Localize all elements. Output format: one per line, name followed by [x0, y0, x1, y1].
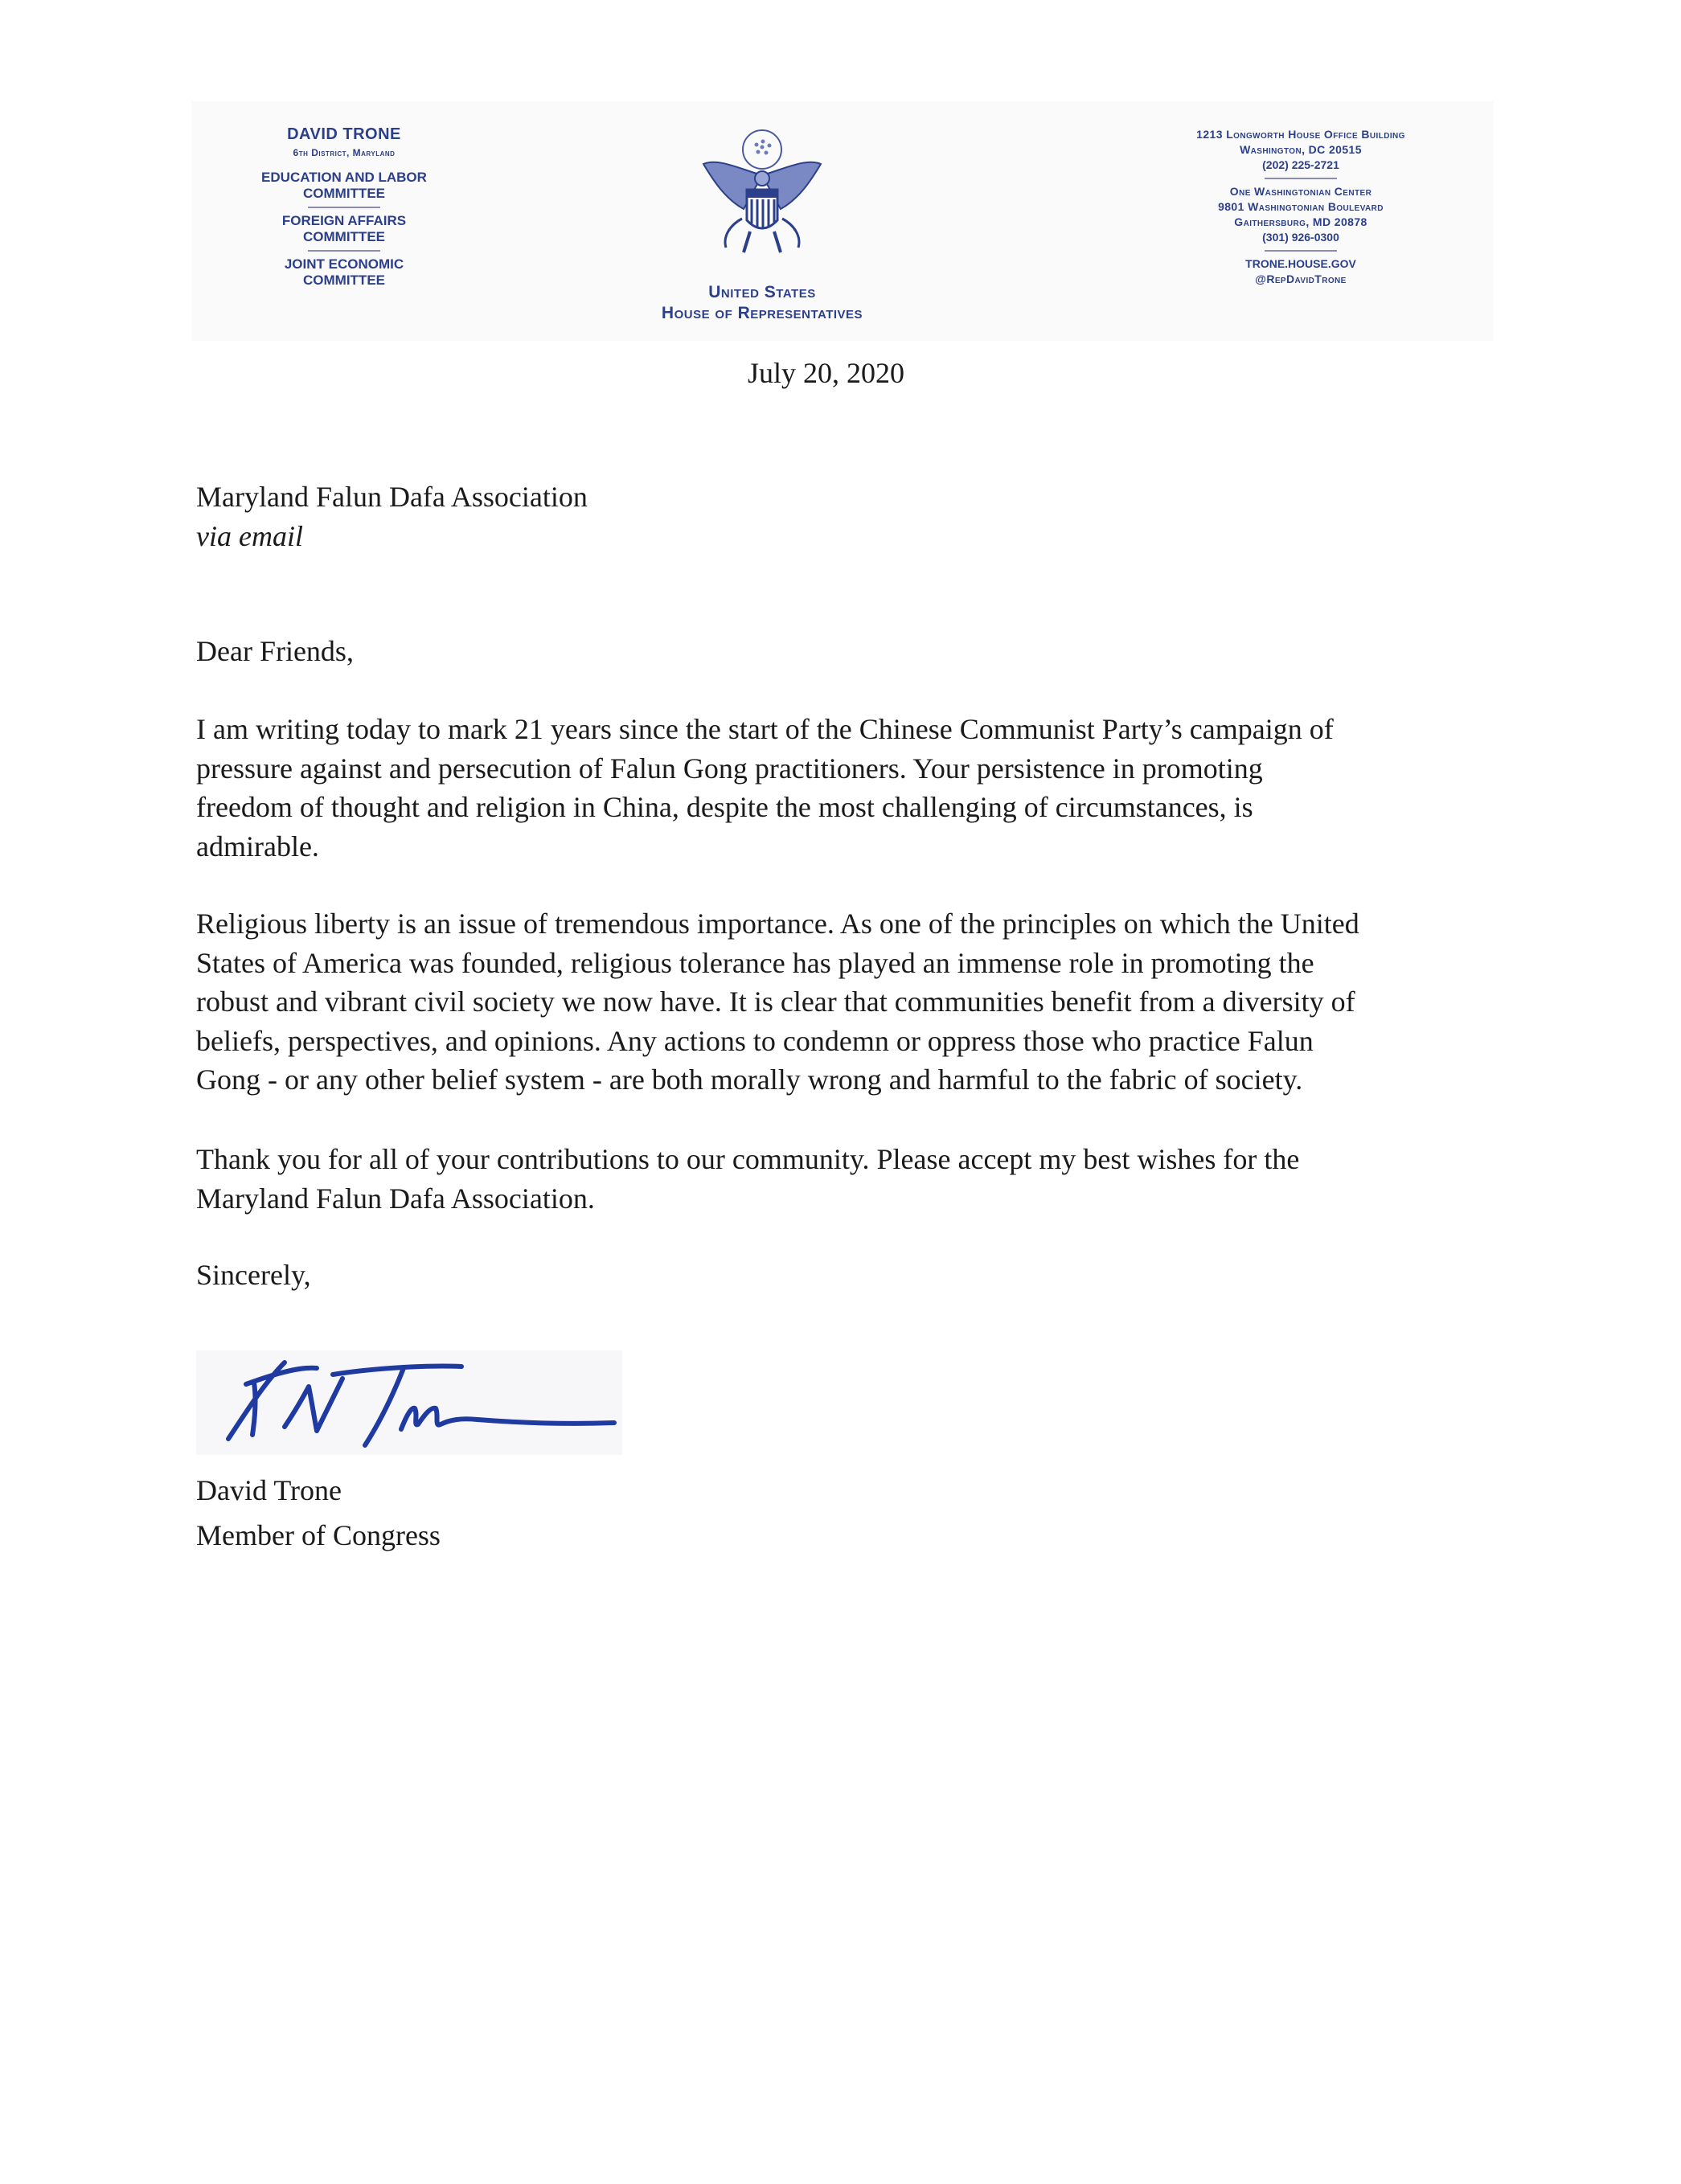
divider [308, 250, 380, 252]
paragraph-line: Maryland Falun Dafa Association. [196, 1182, 595, 1215]
dc-office-address: 1213 Longworth House Office Building [1196, 128, 1405, 141]
paragraph-line: robust and vibrant civil society we now have. It is clear that communities benefit from a diversity of [196, 985, 1355, 1018]
committee-line: JOINT ECONOMIC [284, 256, 404, 272]
letterhead [191, 101, 1494, 341]
house-label: House of Representatives [661, 304, 863, 322]
member-district: 6th District, Maryland [293, 147, 396, 158]
house-seal-block [609, 125, 915, 323]
district-office-address: 9801 Washingtonian Boulevard [1218, 200, 1384, 213]
committee-line: COMMITTEE [303, 272, 385, 288]
body-paragraph-1 [196, 710, 1499, 866]
committee-line: EDUCATION AND LABOR [261, 170, 427, 185]
website: TRONE.HOUSE.GOV [1245, 257, 1356, 270]
district-office-city: Gaithersburg, MD 20878 [1234, 215, 1367, 228]
district-office-name: One Washingtonian Center [1229, 185, 1372, 198]
paragraph-line: Gong - or any other belief system - are both morally wrong and harmful to the fabric of society. [196, 1063, 1303, 1096]
signature-image [196, 1350, 622, 1455]
committee-foreign-affairs [199, 213, 489, 245]
great-seal-eagle-icon [694, 125, 830, 278]
paragraph-line: Thank you for all of your contributions to our community. Please accept my best wishes for the [196, 1143, 1300, 1175]
dc-office-phone: (202) 225-2721 [1262, 158, 1339, 171]
paragraph-line: I am writing today to mark 21 years since the start of the Chinese Communist Party’s campaign of [196, 713, 1334, 745]
handwritten-signature-icon [196, 1350, 622, 1455]
committee-line: COMMITTEE [303, 186, 385, 201]
letter-date: July 20, 2020 [748, 357, 905, 389]
addressee-block [196, 477, 588, 555]
committee-education [199, 170, 489, 202]
committee-line: COMMITTEE [303, 229, 385, 244]
office-contacts [1156, 127, 1445, 287]
committee-joint-economic [199, 256, 489, 289]
paragraph-line: States of America was founded, religious tolerance has played an immense role in promoting the [196, 946, 1314, 979]
signer-name: David Trone [196, 1474, 342, 1506]
delivery-method: via email [196, 519, 303, 552]
paragraph-line: beliefs, perspectives, and opinions. Any actions to condemn or oppress those who practice Falun [196, 1024, 1314, 1057]
social-handle: @RepDavidTrone [1255, 272, 1347, 285]
signer-title: Member of Congress [196, 1519, 441, 1551]
member-name: DAVID TRONE [287, 125, 401, 143]
divider [308, 207, 380, 208]
paragraph-line: admirable. [196, 830, 319, 863]
divider [1265, 250, 1337, 252]
salutation: Dear Friends, [196, 635, 354, 667]
district-office-phone: (301) 926-0300 [1262, 231, 1339, 244]
paragraph-line: pressure against and persecution of Falun Gong practitioners. Your persistence in promoting [196, 752, 1263, 785]
paragraph-line: freedom of thought and religion in China, despite the most challenging of circumstances, is [196, 791, 1253, 823]
committee-line: FOREIGN AFFAIRS [281, 213, 407, 228]
divider [1265, 178, 1337, 179]
closing: Sincerely, [196, 1259, 311, 1291]
body-paragraph-3 [196, 1140, 1499, 1218]
member-info [199, 125, 489, 289]
signer-block [196, 1468, 441, 1558]
us-label: United States [708, 283, 816, 301]
addressee-name: Maryland Falun Dafa Association [196, 481, 588, 513]
body-paragraph-2 [196, 904, 1499, 1100]
dc-office-city: Washington, DC 20515 [1240, 143, 1362, 156]
paragraph-line: Religious liberty is an issue of tremendous importance. As one of the principles on which the United [196, 908, 1359, 940]
